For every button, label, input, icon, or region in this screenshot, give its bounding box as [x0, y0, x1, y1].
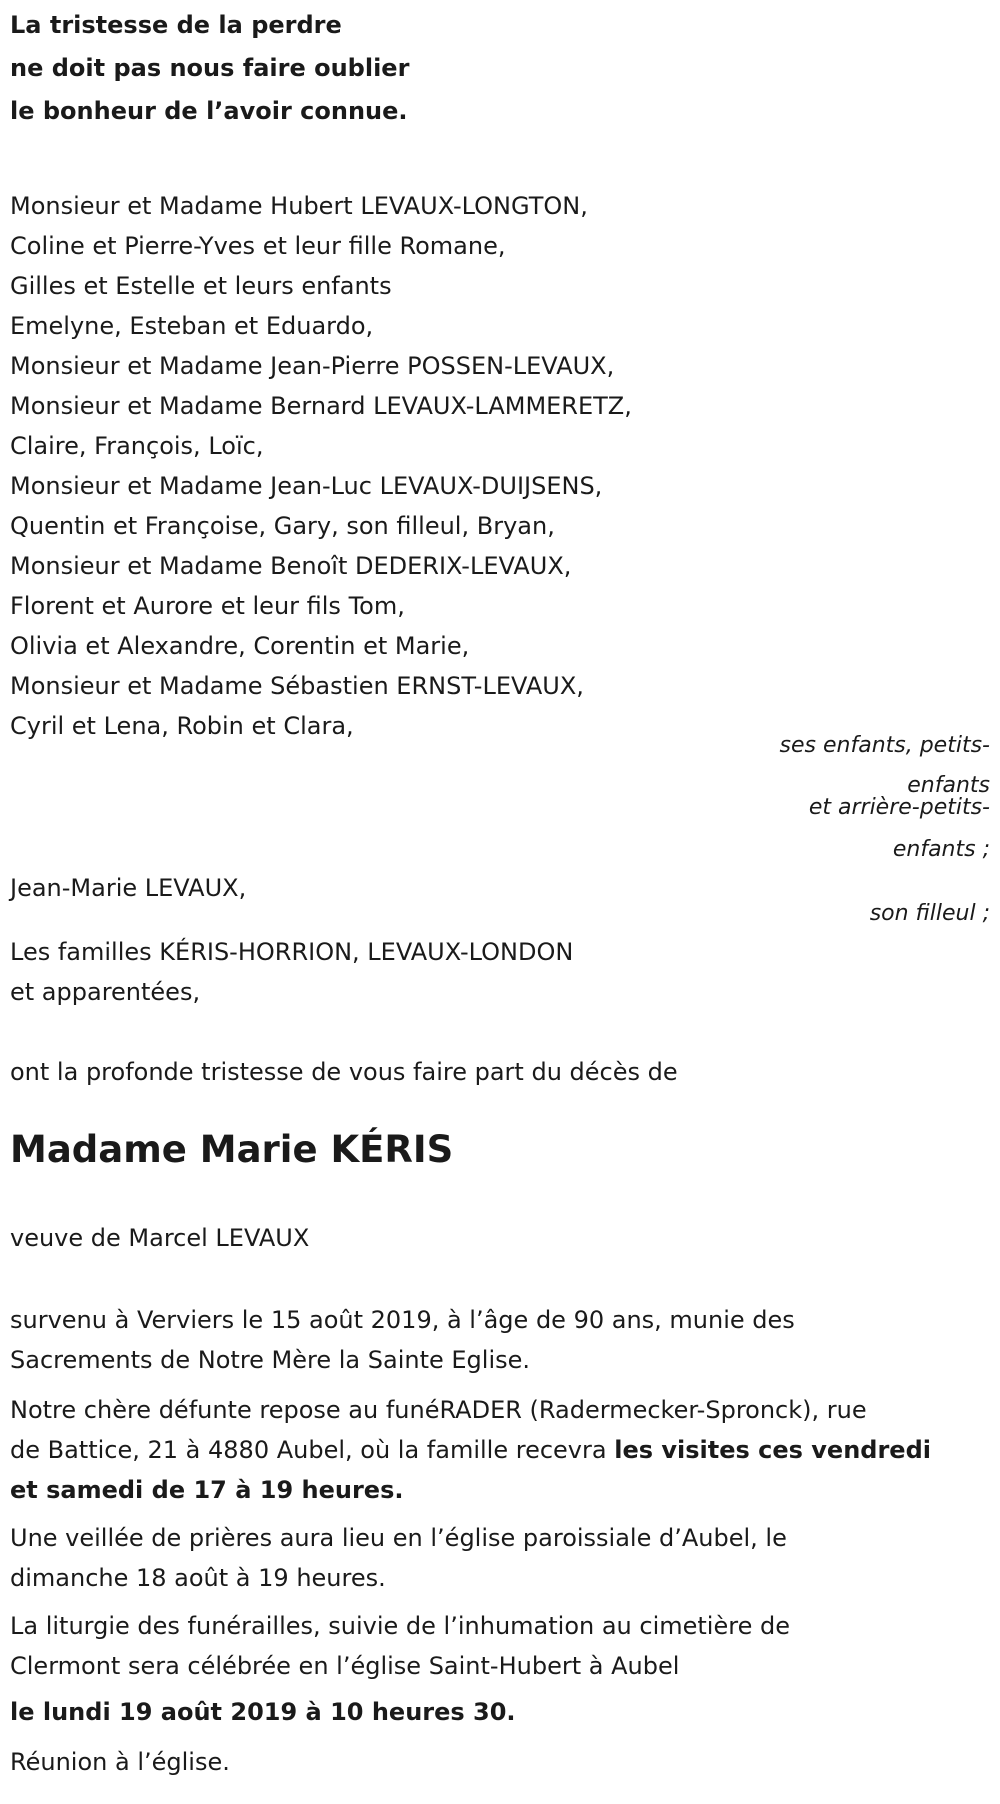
- visits-bold-line: et samedi de 17 à 19 heures.: [10, 1476, 404, 1504]
- funeral-paragraph: [10, 1606, 990, 1686]
- family-line: Claire, François, Loïc,: [10, 432, 264, 460]
- quote-line: La tristesse de la perdre: [10, 11, 342, 39]
- family-line: Gilles et Estelle et leurs enfants: [10, 272, 392, 300]
- role-godson: son filleul ;: [869, 901, 990, 926]
- role-children-line: enfants ;: [892, 837, 990, 862]
- families-line: Les familles KÉRIS-HORRION, LEVAUX-LONDON: [10, 938, 574, 966]
- widow-line: veuve de Marcel LEVAUX: [10, 1224, 310, 1252]
- death-paragraph: [10, 1300, 990, 1380]
- family-line: Monsieur et Madame Bernard LEVAUX-LAMMERETZ,: [10, 392, 632, 420]
- godson-name: Jean-Marie LEVAUX,: [10, 874, 247, 902]
- family-line: Monsieur et Madame Hubert LEVAUX-LONGTON,: [10, 192, 588, 220]
- family-list: [10, 186, 770, 746]
- role-children-line: et arrière-petits-: [808, 795, 990, 820]
- funeral-line: Clermont sera célébrée en l’église Saint-Hubert à Aubel: [10, 1652, 680, 1680]
- role-children-line: enfants: [907, 773, 990, 798]
- role-children-line: ses enfants, petits-: [779, 733, 990, 758]
- family-line: Monsieur et Madame Sébastien ERNST-LEVAUX,: [10, 672, 584, 700]
- family-line: Florent et Aurore et leur fils Tom,: [10, 592, 405, 620]
- repose-line: Notre chère défunte repose au funéRADER (Radermecker-Spronck), rue: [10, 1396, 867, 1424]
- epigraph-quote: [10, 4, 409, 133]
- vigil-line: Une veillée de prières aura lieu en l’église paroissiale d’Aubel, le: [10, 1524, 787, 1552]
- announcement-intro: ont la profonde tristesse de vous faire part du décès de: [10, 1058, 678, 1086]
- death-line: survenu à Verviers le 15 août 2019, à l’âge de 90 ans, munie des: [10, 1306, 795, 1334]
- vigil-paragraph: [10, 1518, 990, 1598]
- funeral-date: le lundi 19 août 2019 à 10 heures 30.: [10, 1698, 516, 1726]
- families-line: et apparentées,: [10, 978, 201, 1006]
- family-line: Coline et Pierre-Yves et leur fille Romane,: [10, 232, 506, 260]
- funeral-line: La liturgie des funérailles, suivie de l’inhumation au cimetière de: [10, 1612, 790, 1640]
- family-line: Monsieur et Madame Jean-Luc LEVAUX-DUIJSENS,: [10, 472, 603, 500]
- vigil-line: dimanche 18 août à 19 heures.: [10, 1564, 386, 1592]
- family-line: Olivia et Alexandre, Corentin et Marie,: [10, 632, 470, 660]
- repose-paragraph: [10, 1390, 990, 1510]
- family-line: Emelyne, Esteban et Eduardo,: [10, 312, 374, 340]
- death-line: Sacrements de Notre Mère la Sainte Eglise.: [10, 1346, 531, 1374]
- repose-line: [10, 1430, 990, 1470]
- repose-text: de Battice, 21 à 4880 Aubel, où la famille recevra: [10, 1436, 615, 1464]
- family-line: Cyril et Lena, Robin et Clara,: [10, 712, 354, 740]
- family-line: Quentin et Françoise, Gary, son filleul, Bryan,: [10, 512, 555, 540]
- family-line: Monsieur et Madame Benoît DEDERIX-LEVAUX,: [10, 552, 572, 580]
- quote-line: ne doit pas nous faire oublier: [10, 54, 410, 82]
- quote-line: le bonheur de l’avoir connue.: [10, 97, 408, 125]
- reunion-note: Réunion à l’église.: [10, 1748, 230, 1776]
- visits-bold: les visites ces vendredi: [614, 1436, 931, 1464]
- deceased-name: Madame Marie KÉRIS: [10, 1128, 454, 1171]
- family-line: Monsieur et Madame Jean-Pierre POSSEN-LEVAUX,: [10, 352, 615, 380]
